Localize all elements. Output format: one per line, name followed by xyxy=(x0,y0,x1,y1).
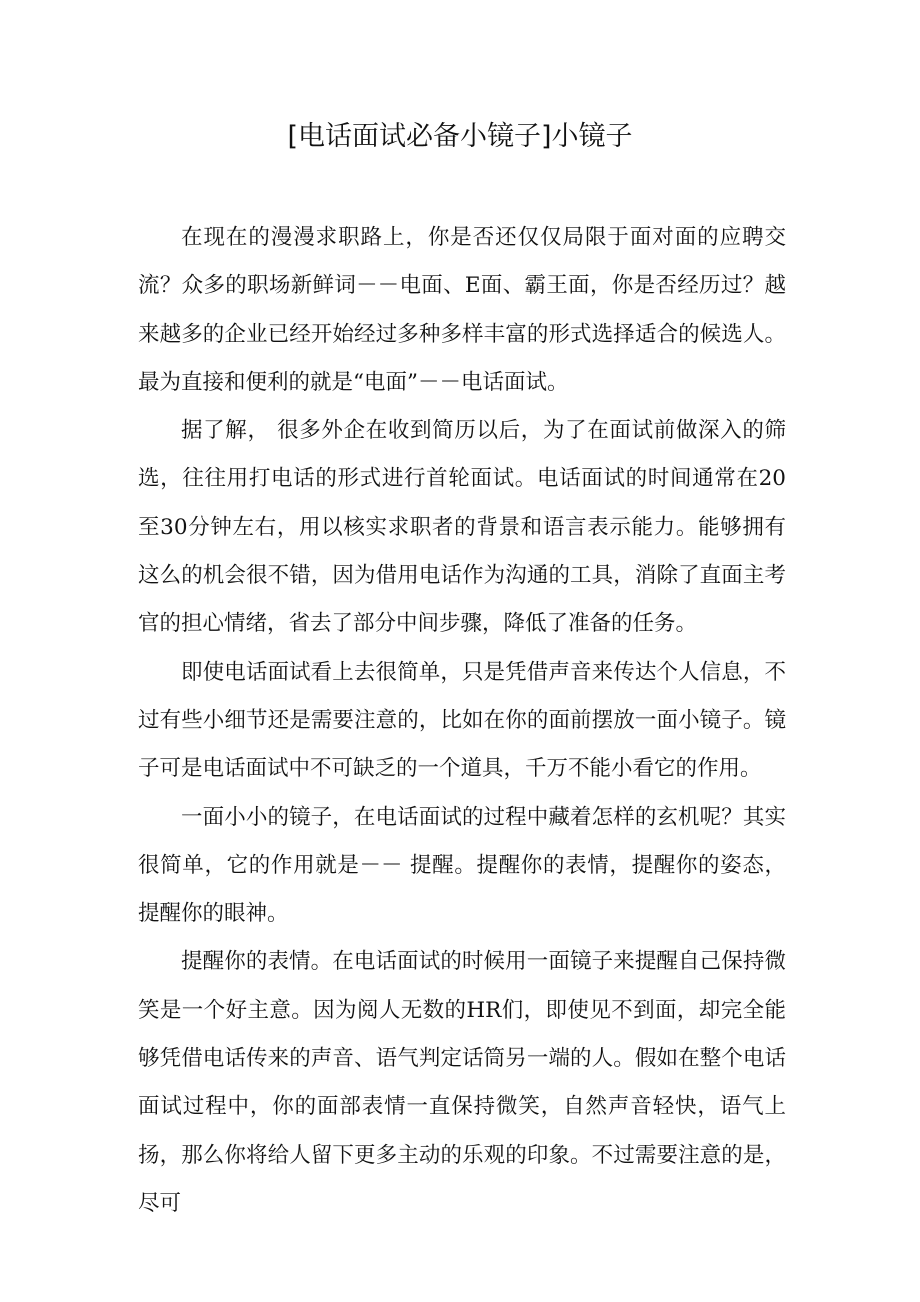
document-title: [电话面试必备小镜子]小镜子 xyxy=(287,121,633,152)
paragraph: 即使电话面试看上去很简单，只是凭借声音来传达个人信息，不过有些小细节还是需要注意的，比如在你的面前摆放一面小镜子。镜子可是电话面试中不可缺乏的一个道具，千万不能小看它的作用。 xyxy=(138,659,786,782)
paragraph: 据了解， 很多外企在收到简历以后，为了在面试前做深入的筛选，往往用打电话的形式进行首轮面试。电话面试的时间通常在20至30分钟左右，用以核实求职者的背景和语言表示能力。能够拥有这么的机会很不错，因为借用电话作为沟通的工具，消除了直面主考官的担心情绪，省去了部分中间步骤，降低了准备的任务。 xyxy=(138,418,786,637)
paragraph: 提醒你的表情。在电话面试的时候用一面镜子来提醒自己保持微笑是一个好主意。因为阅人无数的HR们，即使见不到面，却完全能够凭借电话传来的声音、语气判定话筒另一端的人。假如在整个电话面试过程中，你的面部表情一直保持微笑，自然声音轻快，语气上扬，那么你将给人留下更多主动的乐观的印象。不过需要注意的是，尽可 xyxy=(138,949,786,1216)
paragraph: 在现在的漫漫求职路上，你是否还仅仅局限于面对面的应聘交流？众多的职场新鲜词－－电面、E面、霸王面，你是否经历过？越来越多的企业已经开始经过多种多样丰富的形式选择适合的候选人。最为直接和便利的就是“电面”－－电话面试。 xyxy=(138,225,786,395)
document-body xyxy=(138,214,786,1228)
paragraph: 一面小小的镜子，在电话面试的过程中藏着怎样的玄机呢？其实很简单，它的作用就是－－ 提醒。提醒你的表情，提醒你的姿态，提醒你的眼神。 xyxy=(138,804,786,927)
